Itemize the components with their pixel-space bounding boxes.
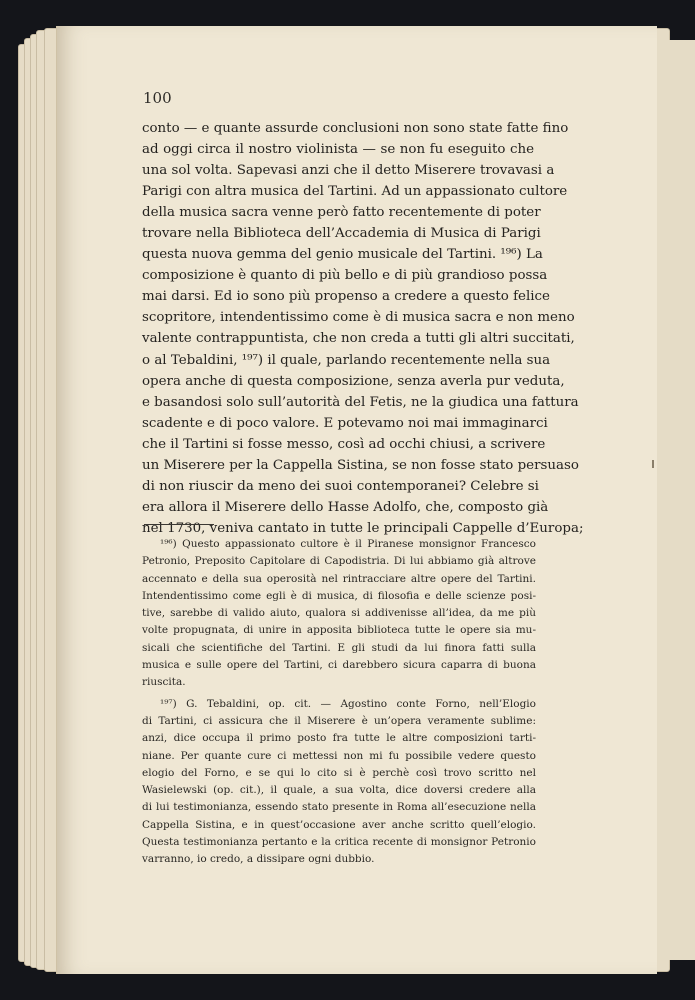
text-line: o al Tebaldini, ¹⁹⁷) il quale, parlando recentemente nella sua <box>142 352 551 368</box>
text-line: composizione è quanto di più bello e di più grandioso possa <box>142 268 548 284</box>
text-line: di non riuscir da meno dei suoi contemporanei? Celebre si <box>142 478 539 494</box>
text-line: Parigi con altra musica del Tartini. Ad un appassionato cultore <box>142 184 568 200</box>
text-line: era allora il Miserere dello Hasse Adolfo, che, composto già <box>142 499 549 515</box>
text-line: opera anche di questa composizione, senza averla pur veduta, <box>142 373 565 389</box>
footnote-197-line: Wasielewski (op. cit.), il quale, a sua volta, dice doversi credere alla <box>142 784 536 797</box>
text-line: ad oggi circa il nostro violinista — se non fu eseguito che <box>142 142 534 158</box>
page-number: 100 <box>143 89 172 107</box>
footnote-196-line: volte propugnata, di unire in apposita biblioteca tutte le opere sia mu- <box>142 624 536 637</box>
footnotes <box>142 536 536 869</box>
footnote-196-line: riuscita. <box>142 676 186 689</box>
footnote-197-line: niane. Per quante cure ci mettessi non mi fu possibile vedere questo <box>142 749 536 762</box>
text-line: scopritore, intendentissimo come è di musica sacra e non meno <box>142 310 575 326</box>
footnote-divider <box>144 524 214 525</box>
text-line: valente contrappuntista, che non creda a tutti gli altri succitati, <box>142 331 575 347</box>
text-line: una sol volta. Sapevasi anzi che il detto Miserere trovavasi a <box>142 163 555 179</box>
main-text <box>142 118 584 539</box>
footnote-196-line: sicali che scientifiche del Tartini. E gli studi da lui finora fatti sulla <box>142 641 536 654</box>
page-mark <box>652 460 654 468</box>
text-line: questa nuova gemma del genio musicale del Tartini. ¹⁹⁶) La <box>142 247 543 263</box>
text-line: mai darsi. Ed io sono più propenso a credere a questo felice <box>142 289 550 305</box>
facing-page-edge <box>656 40 695 960</box>
footnote-197-line: anzi, dice occupa il primo posto fra tutte le altre composizioni tarti- <box>142 732 536 745</box>
footnote-197-line: ¹⁹⁷) G. Tebaldini, op. cit. — Agostino conte Forno, nell’Elogio <box>160 697 536 710</box>
text-line: nel 1730, veniva cantato in tutte le principali Cappelle d’Europa; <box>142 520 584 536</box>
footnote-196-line: ¹⁹⁶) Questo appassionato cultore è il Piranese monsignor Francesco <box>160 538 536 550</box>
footnote-196-line: accennato e della sua operosità nel rintracciare altre opere del Tartini. <box>142 572 536 585</box>
footnote-197-line: Questa testimonianza pertanto e la critica recente di monsignor Petronio <box>142 836 536 849</box>
text-line: un Miserere per la Cappella Sistina, se non fosse stato persuaso <box>142 457 579 473</box>
footnote-196-line: Intendentissimo come egli è di musica, di filosofia e delle scienze posi- <box>142 589 536 602</box>
text-line: e basandosi solo sull’autorità del Fetis, ne la giudica una fattura <box>142 394 579 410</box>
text-line: conto — e quante assurde conclusioni non sono state fatte fino <box>142 121 569 136</box>
text-line: scadente e di poco valore. E potevamo noi mai immaginarci <box>142 415 548 431</box>
footnote-197-line: di Tartini, ci assicura che il Miserere è un’opera veramente sublime: <box>142 714 536 727</box>
footnote-196-line: Petronio, Preposito Capitolare di Capodistria. Di lui abbiamo già altrove <box>142 555 536 568</box>
footnote-197-line: Cappella Sistina, e in quest’occasione aver anche scritto quell’elogio. <box>142 818 536 831</box>
text-line: della musica sacra venne però fatto recentemente di poter <box>142 205 541 221</box>
footnote-197-line: elogio del Forno, e se qui lo cito si è perchè così trovo scritto nel <box>142 766 536 779</box>
footnote-197-line: varranno, io credo, a dissipare ogni dubbio. <box>142 853 375 866</box>
footnote-196-line: musica e sulle opere del Tartini, ci darebbero sicura caparra di buona <box>142 659 536 672</box>
footnote-196-line: tive, sarebbe di valido aiuto, qualora si addivenisse all’idea, da me più <box>142 607 536 620</box>
text-line: che il Tartini si fosse messo, così ad occhi chiusi, a scrivere <box>142 436 546 452</box>
text-line: trovare nella Biblioteca dell’Accademia di Musica di Parigi <box>142 226 541 242</box>
footnote-197-line: di lui testimonianza, essendo stato presente in Roma all’esecuzione nella <box>142 801 536 814</box>
